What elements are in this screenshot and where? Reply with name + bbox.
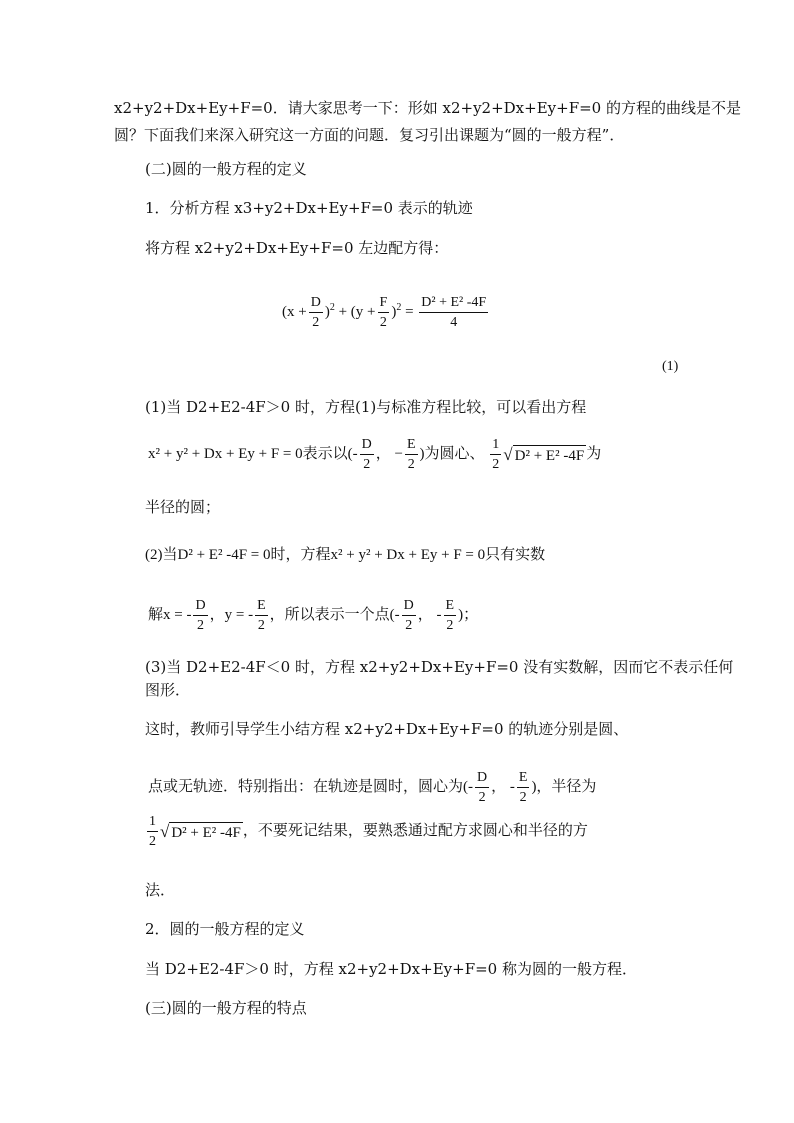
denominator: 2 [492,456,500,472]
fraction [193,599,207,633]
text: ， [209,607,225,623]
fraction [402,599,416,633]
text: )； [458,607,479,623]
paragraph-line: 半径的圆； [145,498,221,516]
eq-text: x = - [163,607,192,623]
numerator: D [309,296,323,313]
eq-text: x² + y² + Dx + Ey + F = 0 [148,446,303,462]
exponent: 2 [396,302,402,313]
paragraph-line: (3)当 D2+E2-4F＜0 时，方程 x2+y2+Dx+Ey+F=0 没有实数解，因而它不表示任何 [145,658,734,676]
equation-line [148,597,478,633]
equation-line [145,545,545,565]
numerator: E [405,438,418,455]
exponent: 2 [329,302,335,313]
denominator: 2 [312,314,320,330]
text: ，不要死记结果，要熟悉通过配方求圆心和半径的方 [242,823,588,839]
section-heading: (三)圆的一般方程的特点 [145,999,307,1017]
text: )为圆心、 [419,446,485,462]
fraction [147,815,158,849]
text: 表示以(- [302,446,358,462]
eq-text: y = - [224,607,254,623]
equation-number: (1) [662,359,679,374]
numerator: E [255,599,268,616]
denominator: 2 [405,617,413,633]
eq-text: x² + y² + Dx + Ey + F = 0 [330,547,486,563]
equation-line [148,436,601,472]
fraction [475,771,489,805]
text: ， − [375,446,403,462]
item-heading: 2．圆的一般方程的定义 [145,920,305,938]
numerator: 1 [147,815,158,832]
numerator: D [402,599,416,616]
eq-text: D² + E² -4F = 0 [177,547,271,563]
denominator: 4 [450,314,458,330]
denominator: 2 [197,617,205,633]
eq-text: + (y + [334,304,376,320]
equation-completed-square [282,288,490,332]
radicand: D² + E² -4F [169,822,243,842]
text: )，半径为 [531,779,597,795]
fraction [255,599,268,633]
fraction [444,599,457,633]
eq-text: ) [324,304,330,320]
text: ，所以表示一个点(- [269,607,400,623]
radicand: D² + E² -4F [513,445,587,465]
paragraph-line: (1)当 D2+E2-4F＞0 时，方程(1)与标准方程比较，可以看出方程 [145,398,587,416]
square-root: √ D² + E² -4F [503,444,585,464]
paragraph-line: 图形． [145,681,191,699]
denominator: 2 [257,617,265,633]
paragraph-line: 圆？下面我们来深入研究这一方面的问题．复习引出课题为“圆的一般方程”． [114,126,625,144]
text: 解 [148,607,164,623]
denominator: 2 [446,617,454,633]
denominator: 2 [363,456,371,472]
numerator: D² + E² -4F [419,296,488,313]
text: 时，方程 [270,547,331,563]
text: ， - [491,779,515,795]
text: ， - [417,607,442,623]
paragraph-line: 这时，教师引导学生小结方程 x2+y2+Dx+Ey+F=0 的轨迹分别是圆、 [145,720,629,738]
eq-text: (x + [282,304,307,320]
fraction [309,296,323,330]
text: (2)当 [145,547,178,563]
fraction [360,438,374,472]
equation-line [148,769,596,805]
numerator: 1 [490,438,501,455]
eq-text: = [401,304,414,320]
fraction [405,438,418,472]
paragraph-line: 将方程 x2+y2+Dx+Ey+F=0 左边配方得： [145,239,449,257]
text: 点或无轨迹．特别指出：在轨迹是圆时，圆心为(- [148,779,473,795]
text: 为 [586,446,602,462]
denominator: 2 [379,314,387,330]
numerator: D [360,438,374,455]
numerator: D [475,771,489,788]
denominator: 2 [519,789,527,805]
eq-text: ) [391,304,397,320]
fraction [490,438,501,472]
fraction [378,296,390,330]
item-heading: 1．分析方程 x3+y2+Dx+Ey+F=0 表示的轨迹 [145,199,473,217]
denominator: 2 [478,789,486,805]
fraction [517,771,530,805]
numerator: E [444,599,457,616]
numerator: E [517,771,530,788]
equation-line [145,813,588,849]
denominator: 2 [407,456,415,472]
paragraph-line: 当 D2+E2-4F＞0 时，方程 x2+y2+Dx+Ey+F=0 称为圆的一般方程． [145,960,637,978]
denominator: 2 [149,833,156,849]
paragraph-line: 法． [145,881,176,899]
numerator: D [193,599,207,616]
paragraph-line: x2+y2+Dx+Ey+F=0．请大家思考一下：形如 x2+y2+Dx+Ey+F=0 的方程的曲线是不是 [114,99,741,117]
section-heading: (二)圆的一般方程的定义 [145,160,307,178]
text: 只有实数 [485,547,546,563]
fraction [419,296,488,330]
square-root: √ D² + E² -4F [160,821,241,841]
numerator: F [378,296,390,313]
